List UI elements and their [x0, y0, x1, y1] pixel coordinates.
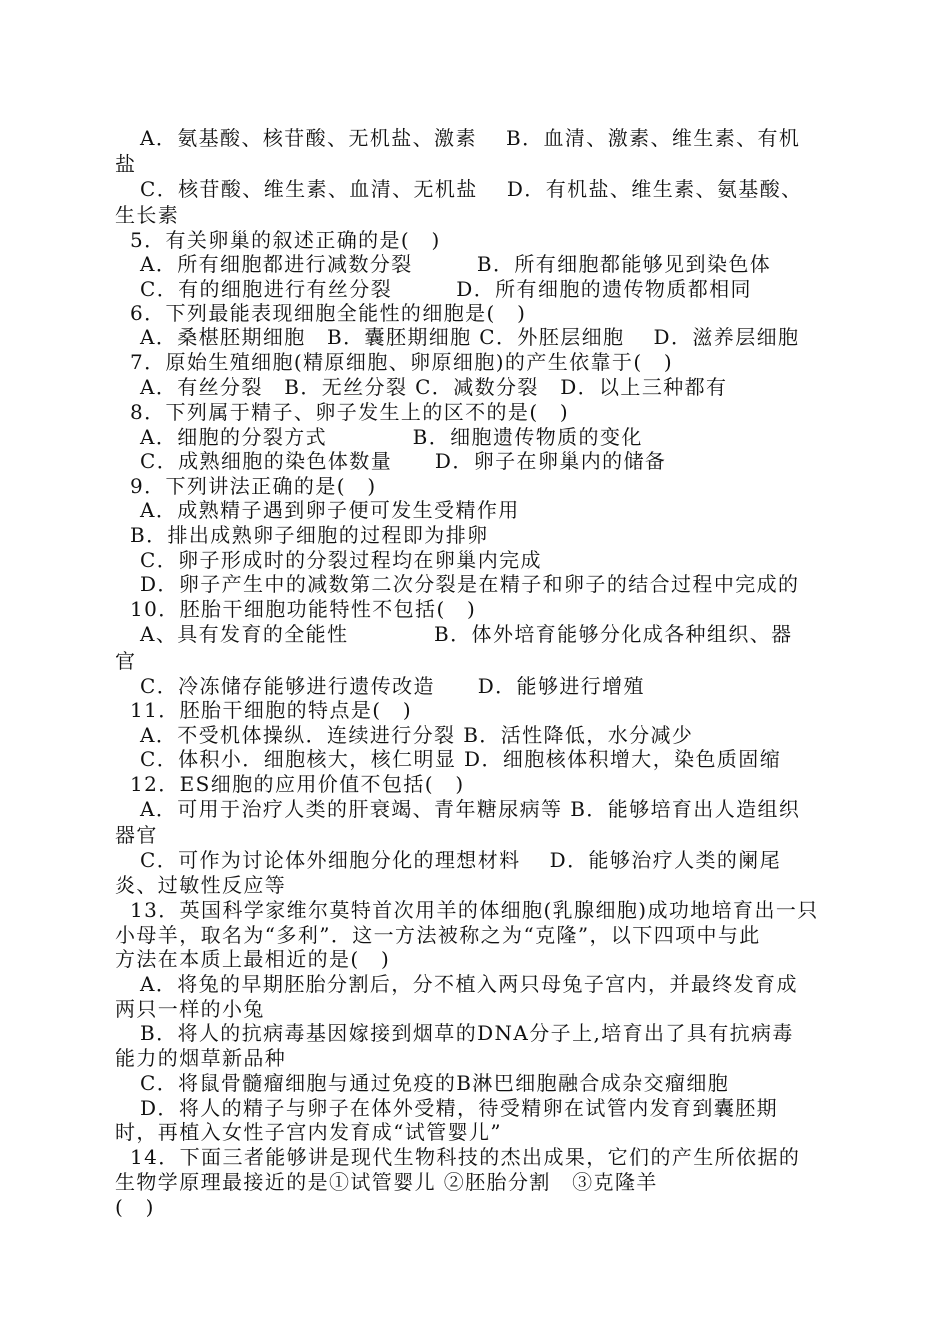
q13-stem-line1: 13．英国科学家维尔莫特首次用羊的体细胞(乳腺细胞)成功地培育出一只 [130, 898, 819, 922]
q7-stem: 7．原始生殖细胞(精原细胞、卵原细胞)的产生依靠于( ) [130, 350, 674, 374]
q10-options-cd: C．冷冻储存能够进行遗传改造 D．能够进行增殖 [140, 674, 645, 698]
q12-options-cd-wrap: 炎、过敏性反应等 [115, 873, 287, 897]
q14-stem-line1: 14．下面三者能够讲是现代生物科技的杰出成果，它们的产生所依据的 [130, 1145, 801, 1169]
q5-options-cd: C．有的细胞进行有丝分裂 D．所有细胞的遗传物质都相同 [140, 277, 752, 301]
q9-option-b: B．排出成熟卵子细胞的过程即为排卵 [130, 523, 489, 547]
q8-options-ab: A．细胞的分裂方式 B．细胞遗传物质的变化 [140, 425, 643, 449]
q6-stem: 6．下列最能表现细胞全能性的细胞是( ) [130, 301, 527, 325]
q4-options-ab: A．氨基酸、核苷酸、无机盐、激素 B．血清、激素、维生素、有机 [140, 126, 801, 150]
q13-stem-line3: 方法在本质上最相近的是( ) [115, 947, 391, 971]
q12-options-cd: C．可作为讨论体外细胞分化的理想材料 D．能够治疗人类的阑尾 [140, 848, 782, 872]
q8-options-cd: C．成熟细胞的染色体数量 D．卵子在卵巢内的储备 [140, 449, 667, 473]
q12-options-ab-wrap: 器官 [115, 823, 158, 847]
q13-option-d-wrap: 时，再植入女性子宫内发育成“试管婴儿” [115, 1120, 503, 1144]
q4-options-ab-wrap: 盐 [115, 152, 137, 176]
q5-options-ab: A．所有细胞都进行减数分裂 B．所有细胞都能够见到染色体 [140, 252, 772, 276]
q9-option-c: C．卵子形成时的分裂过程均在卵巢内完成 [140, 548, 542, 572]
q12-stem: 12．ES细胞的应用价值不包括( ) [130, 772, 465, 796]
q14-stem-line2: 生物学原理最接近的是①试管婴儿 ②胚胎分割 ③克隆羊 [115, 1170, 658, 1194]
q4-options-cd: C．核苷酸、维生素、血清、无机盐 D．有机盐、维生素、氨基酸、 [140, 177, 803, 201]
q10-options-ab: A、具有发育的全能性 B．体外培育能够分化成各种组织、器 [140, 622, 793, 646]
q7-options: A．有丝分裂 B．无丝分裂 C．减数分裂 D．以上三种都有 [140, 375, 728, 399]
q13-option-d: D．将人的精子与卵子在体外受精，待受精卵在试管内发育到囊胚期 [140, 1096, 779, 1120]
q9-option-a: A．成熟精子遇到卵子便可发生受精作用 [140, 498, 520, 522]
q5-stem: 5．有关卵巢的叙述正确的是( ) [130, 228, 441, 252]
q13-option-c: C．将鼠骨髓瘤细胞与通过免疫的B淋巴细胞融合成杂交瘤细胞 [140, 1071, 730, 1095]
q11-options-cd: C．体积小．细胞核大，核仁明显 D．细胞核体积增大，染色质固缩 [140, 747, 782, 771]
q14-answer-blank: ( ) [115, 1195, 155, 1219]
q10-options-ab-wrap: 官 [115, 649, 137, 673]
q13-option-a: A．将兔的早期胚胎分割后，分不植入两只母兔子宫内，并最终发育成 [140, 972, 798, 996]
q12-options-ab: A．可用于治疗人类的肝衰竭、青年糖尿病等 B．能够培育出人造组织 [140, 797, 801, 821]
q6-options: A．桑椹胚期细胞 B．囊胚期细胞 C．外胚层细胞 D．滋养层细胞 [140, 325, 800, 349]
q13-option-b-wrap: 能力的烟草新品种 [115, 1046, 287, 1070]
q9-stem: 9．下列讲法正确的是( ) [130, 474, 377, 498]
q11-stem: 11．胚胎干细胞的特点是( ) [130, 698, 413, 722]
q8-stem: 8．下列属于精子、卵子发生上的区不的是( ) [130, 400, 570, 424]
q9-option-d: D．卵子产生中的减数第二次分裂是在精子和卵子的结合过程中完成的 [140, 572, 800, 596]
q13-stem-line2: 小母羊，取名为“多利”．这一方法被称之为“克隆”，以下四项中与此 [115, 923, 761, 947]
q13-option-a-wrap: 两只一样的小兔 [115, 997, 265, 1021]
q4-options-cd-wrap: 生长素 [115, 203, 180, 227]
q11-options-ab: A．不受机体操纵．连续进行分裂 B．活性降低，水分减少 [140, 723, 694, 747]
q13-option-b: B．将人的抗病毒基因嫁接到烟草的DNA分子上,培育出了具有抗病毒 [140, 1021, 794, 1045]
q10-stem: 10．胚胎干细胞功能特性不包括( ) [130, 597, 477, 621]
